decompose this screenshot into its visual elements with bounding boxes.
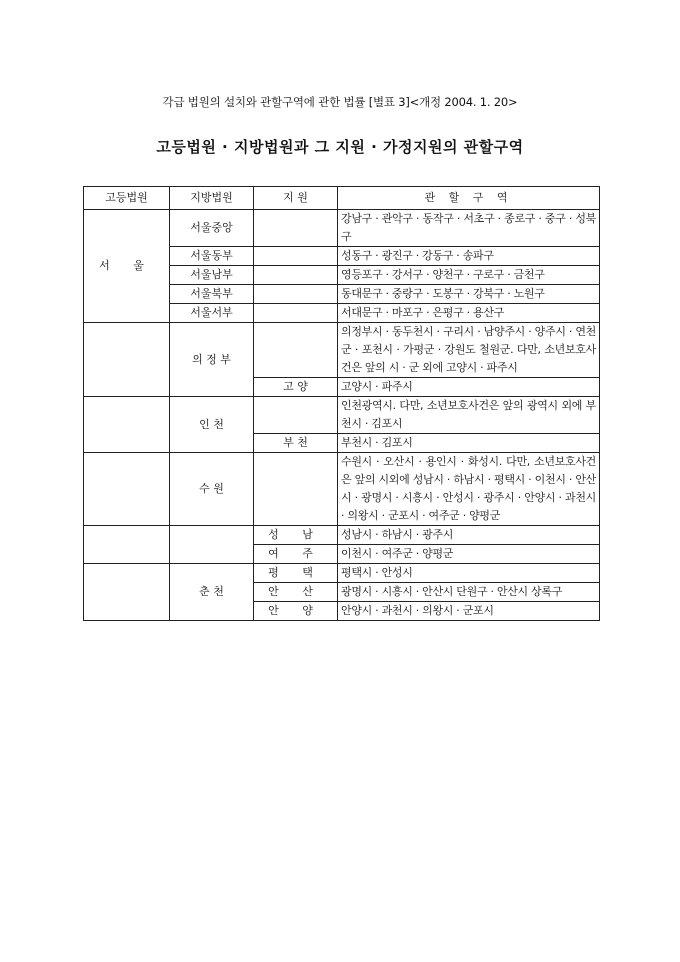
- district-court-cell: 서울서부: [170, 304, 254, 323]
- district-court-cell: 의 정 부: [170, 323, 254, 397]
- branch-cell: 평 택: [254, 564, 338, 583]
- table-row: [84, 453, 600, 526]
- district-court-cell: 수 원: [170, 453, 254, 526]
- jurisdiction-cell: 부천시 · 김포시: [338, 434, 600, 453]
- high-court-cell: [84, 397, 170, 453]
- jurisdiction-cell: 영등포구 · 강서구 · 양천구 · 구로구 · 금천구: [338, 266, 600, 285]
- district-court-cell: 서울동부: [170, 247, 254, 266]
- table-row: [84, 210, 600, 247]
- table-row: [84, 564, 600, 583]
- high-court-cell: [84, 323, 170, 397]
- law-reference: 각급 법원의 설치와 관할구역에 관한 법률 [별표 3]<개정 2004. 1. 20>: [162, 95, 518, 109]
- page-title: 고등법원 · 지방법원과 그 지원 · 가정지원의 관할구역: [156, 138, 524, 156]
- district-court-cell: 서울중앙: [170, 210, 254, 247]
- header-jurisdiction: 관 할 구 역: [338, 187, 600, 210]
- jurisdiction-cell: 성동구 · 광진구 · 강동구 · 송파구: [338, 247, 600, 266]
- branch-cell: [254, 453, 338, 526]
- high-court-cell: 서 울: [84, 210, 170, 323]
- district-court-cell: [170, 526, 254, 564]
- jurisdiction-cell: 의정부시 · 동두천시 · 구리시 · 남양주시 · 양주시 · 연천군 · 포천시 · 가평군 · 강원도 철원군. 다만, 소년보호사건은 앞의 시 · 군 외에 고양시 · 파주시: [338, 323, 600, 378]
- jurisdiction-cell: 안양시 · 과천시 · 의왕시 · 군포시: [338, 602, 600, 621]
- branch-cell: [254, 304, 338, 323]
- branch-cell: 안 산: [254, 583, 338, 602]
- jurisdiction-cell: 동대문구 · 중랑구 · 도봉구 · 강북구 · 노원구: [338, 285, 600, 304]
- district-court-cell: 서울북부: [170, 285, 254, 304]
- jurisdiction-cell: 이천시 · 여주군 · 양평군: [338, 545, 600, 564]
- table-row: [84, 526, 600, 545]
- branch-cell: 안 양: [254, 602, 338, 621]
- table-row: [84, 323, 600, 378]
- branch-cell: 고 양: [254, 378, 338, 397]
- district-court-cell: 춘 천: [170, 564, 254, 621]
- jurisdiction-cell: 광명시 · 시흥시 · 안산시 단원구 · 안산시 상록구: [338, 583, 600, 602]
- branch-cell: [254, 323, 338, 378]
- table-row: [84, 397, 600, 434]
- branch-cell: 부 천: [254, 434, 338, 453]
- branch-cell: [254, 210, 338, 247]
- branch-cell: [254, 285, 338, 304]
- header-branch: 지 원: [254, 187, 338, 210]
- jurisdiction-cell: 평택시 · 안성시: [338, 564, 600, 583]
- jurisdiction-cell: 성남시 · 하남시 · 광주시: [338, 526, 600, 545]
- jurisdiction-cell: 수원시 · 오산시 · 용인시 · 화성시. 다만, 소년보호사건은 앞의 시외에 성남시 · 하남시 · 평택시 · 이천시 · 안산시 · 광명시 · 시흥시 · 안성시 · 광주시 · 안양시 · 과천시 · 의왕시 · 군포시 · 여주군 · 양평군: [338, 453, 600, 526]
- table-header-row: [84, 187, 600, 210]
- jurisdiction-cell: 강남구 · 관악구 · 동작구 · 서초구 · 종로구 · 중구 · 성북구: [338, 210, 600, 247]
- high-court-cell: [84, 564, 170, 621]
- header-high-court: 고등법원: [84, 187, 170, 210]
- high-court-cell: [84, 526, 170, 564]
- district-court-cell: 서울남부: [170, 266, 254, 285]
- branch-cell: [254, 397, 338, 434]
- district-court-cell: 인 천: [170, 397, 254, 453]
- branch-cell: [254, 266, 338, 285]
- jurisdiction-cell: 인천광역시. 다만, 소년보호사건은 앞의 광역시 외에 부천시 · 김포시: [338, 397, 600, 434]
- header-district-court: 지방법원: [170, 187, 254, 210]
- jurisdiction-cell: 서대문구 · 마포구 · 은평구 · 용산구: [338, 304, 600, 323]
- branch-cell: 여 주: [254, 545, 338, 564]
- jurisdiction-table: [83, 186, 600, 621]
- high-court-cell: [84, 453, 170, 526]
- branch-cell: 성 남: [254, 526, 338, 545]
- jurisdiction-cell: 고양시 · 파주시: [338, 378, 600, 397]
- branch-cell: [254, 247, 338, 266]
